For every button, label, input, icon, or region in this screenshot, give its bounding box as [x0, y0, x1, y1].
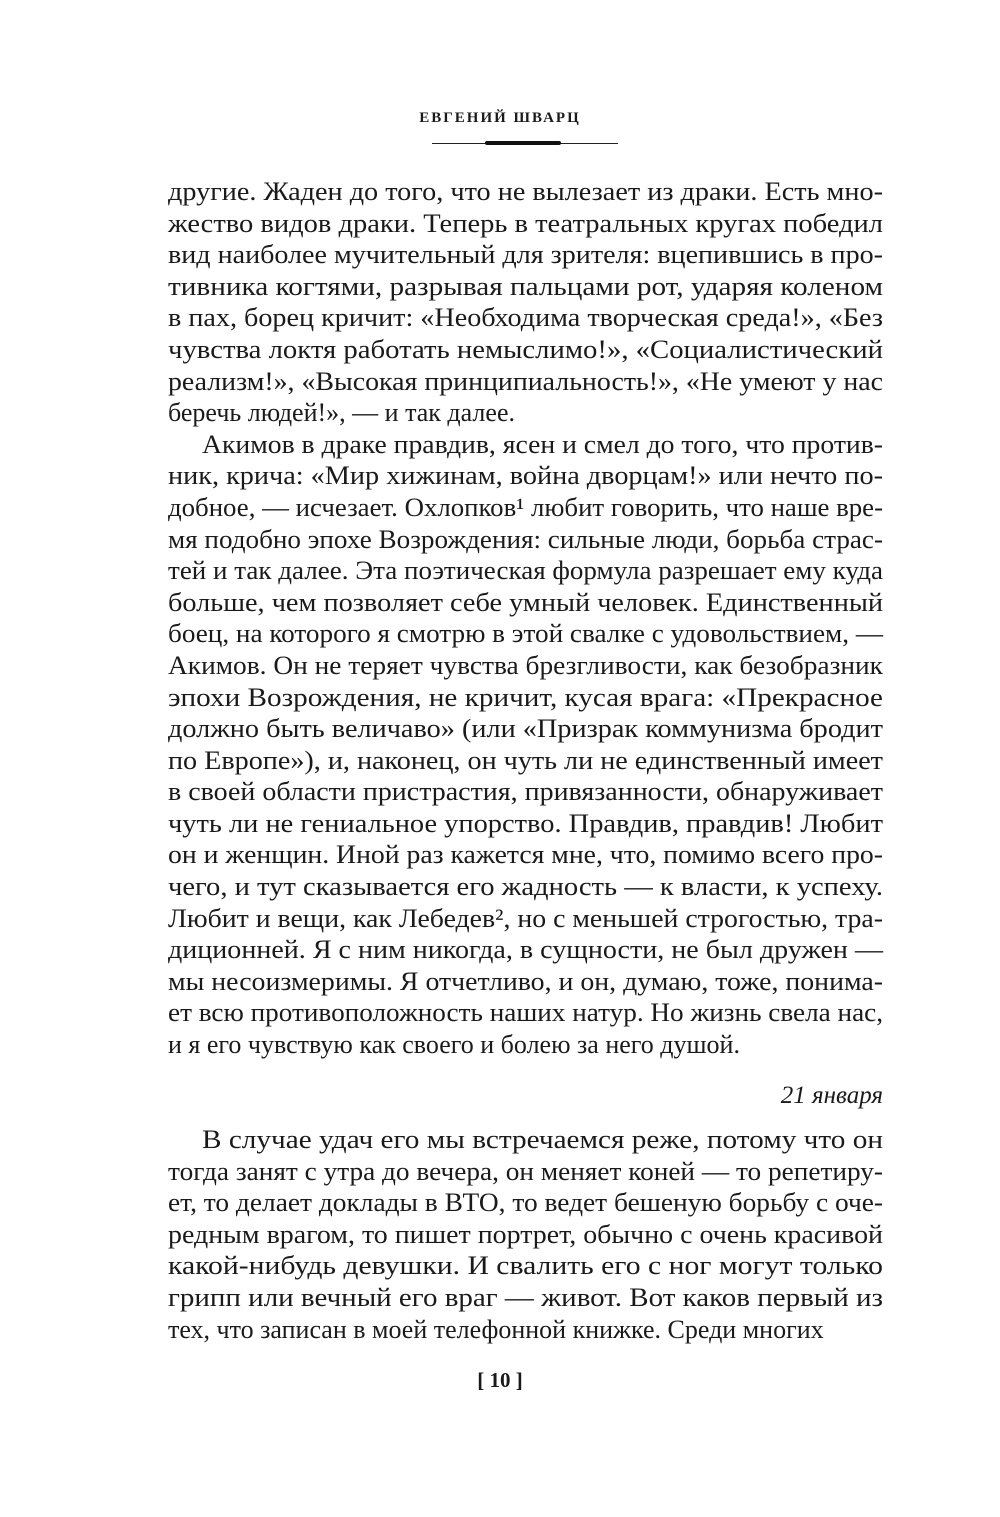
text-line-content: в пах, борец кричит: «Необходима творческая среда!», «Без — [168, 303, 883, 333]
text-line-content: должно быть величаво» (или «Призрак коммунизма бродит — [168, 714, 883, 744]
text-line — [168, 271, 883, 303]
text-line — [168, 903, 883, 935]
text-line — [168, 618, 883, 650]
text-line — [168, 524, 883, 556]
text-line — [168, 808, 883, 840]
text-line-content: тивника когтями, разрывая пальцами рот, ударяя коленом — [168, 271, 883, 301]
text-line-content: жество видов драки. Теперь в театральных кругах победил — [168, 208, 883, 238]
text-line — [168, 460, 883, 492]
text-line-content: в своей области пристрастия, привязанности, обнаруживает — [168, 777, 883, 807]
text-line-content: редным врагом, то пишет портрет, обычно с очень красивой — [168, 1219, 883, 1249]
text-line — [168, 1282, 883, 1314]
text-line-content: реализм!», «Высокая принципиальность!», «Не умеют у нас — [168, 366, 883, 396]
text-line-content: вид наиболее мучительный для зрителя: вцепившись в про- — [168, 240, 883, 270]
text-line — [168, 397, 883, 429]
text-line-content: Акимов в драке правдив, ясен и смел до того, что против- — [202, 429, 883, 459]
text-line — [168, 1250, 883, 1282]
text-line — [168, 1124, 883, 1156]
text-line-content: чего, и тут сказывается его жадность — к власти, к успеху. — [168, 872, 883, 902]
text-line-content: мя подобно эпохе Возрождения: сильные люди, борьба страс- — [168, 524, 883, 554]
text-line — [168, 745, 883, 777]
text-line-content: и я его чувствую как своего и болею за него душой. — [168, 1030, 740, 1060]
text-block-1 — [168, 176, 883, 1061]
text-line-content: по Европе»), и, наконец, он чуть ли не единственный имеет — [168, 745, 883, 775]
diary-date: 21 января — [780, 1082, 883, 1109]
text-line — [168, 650, 883, 682]
text-line-content: В случае удач его мы встречаемся реже, потому что он — [202, 1125, 883, 1154]
text-line-content: чуть ли не гениальное упорство. Правдив, правдив! Любит — [168, 808, 883, 838]
text-line — [168, 555, 883, 587]
text-block-2 — [168, 1124, 883, 1345]
text-line — [168, 1187, 883, 1219]
text-line-content: больше, чем позволяет себе умный человек. Единственный — [168, 587, 883, 617]
text-line-content: эпохи Возрождения, не кричит, кусая врага: «Прекрасное — [168, 682, 883, 712]
text-line-content: диционней. Я с ним никогда, в сущности, не был дружен — — [168, 935, 883, 965]
text-line-content: какой-нибудь девушки. И свалить его с ног могут только — [168, 1251, 883, 1281]
text-line-content: ет, то делает доклады в ВТО, то ведет бешеную борьбу с оче- — [168, 1188, 884, 1218]
text-line-content: грипп или вечный его враг — живот. Вот каков первый из — [168, 1282, 883, 1312]
text-line — [168, 302, 883, 334]
header-rule-ornament — [485, 141, 561, 145]
text-line — [168, 1029, 883, 1061]
text-line — [168, 492, 883, 524]
text-line — [168, 334, 883, 366]
text-line — [168, 839, 883, 871]
text-line-content: беречь людей!», — и так далее. — [168, 398, 515, 428]
text-line — [168, 713, 883, 745]
text-line — [168, 997, 883, 1029]
text-line-content: боец, на которого я смотрю в этой свалке с удовольствием, — — [168, 619, 883, 649]
text-line — [168, 587, 883, 619]
text-line — [168, 176, 883, 208]
text-line-content: тогда занят с утра до вечера, он меняет коней — то репетиру- — [168, 1156, 883, 1186]
text-line-content: тех, что записан в моей телефонной книжке. Среди многих — [168, 1314, 824, 1344]
text-line-content: мы несоизмеримы. Я отчетливо, и он, думаю, тоже, понима- — [168, 966, 883, 996]
text-line — [168, 1219, 883, 1251]
text-line-content: тей и так далее. Эта поэтическая формула разрешает ему куда — [168, 556, 883, 586]
text-line-content: чувства локтя работать немыслимо!», «Социалистический — [168, 334, 883, 364]
text-line — [168, 934, 883, 966]
text-line — [168, 429, 883, 461]
text-line — [168, 871, 883, 903]
text-line-content: добное, — исчезает. Охлопков¹ любит говорить, что наше вре- — [168, 492, 883, 522]
text-line-content: ет всю противоположность наших натур. Но жизнь свела нас, — [168, 998, 884, 1028]
text-line — [168, 966, 883, 998]
running-header: ЕВГЕНИЙ ШВАРЦ — [419, 110, 581, 126]
text-line — [168, 1156, 883, 1188]
text-line-content: Акимов. Он не теряет чувства брезгливости, как безобразник — [168, 650, 883, 680]
text-line-content: Любит и вещи, как Лебедев², но с меньшей строгостью, тра- — [168, 903, 883, 933]
text-line-content: ник, крича: «Мир хижинам, война дворцам!» или нечто по- — [168, 461, 883, 491]
page-number: [ 10 ] — [477, 1368, 523, 1392]
text-line — [168, 208, 883, 240]
text-line-content: другие. Жаден до того, что не вылезает из драки. Есть мно- — [168, 177, 883, 206]
text-line-content: он и женщин. Иной раз кажется мне, что, помимо всего про- — [168, 840, 883, 870]
text-line — [168, 682, 883, 714]
text-line — [168, 239, 883, 271]
text-line — [168, 776, 883, 808]
text-line — [168, 366, 883, 398]
text-line — [168, 1314, 883, 1346]
